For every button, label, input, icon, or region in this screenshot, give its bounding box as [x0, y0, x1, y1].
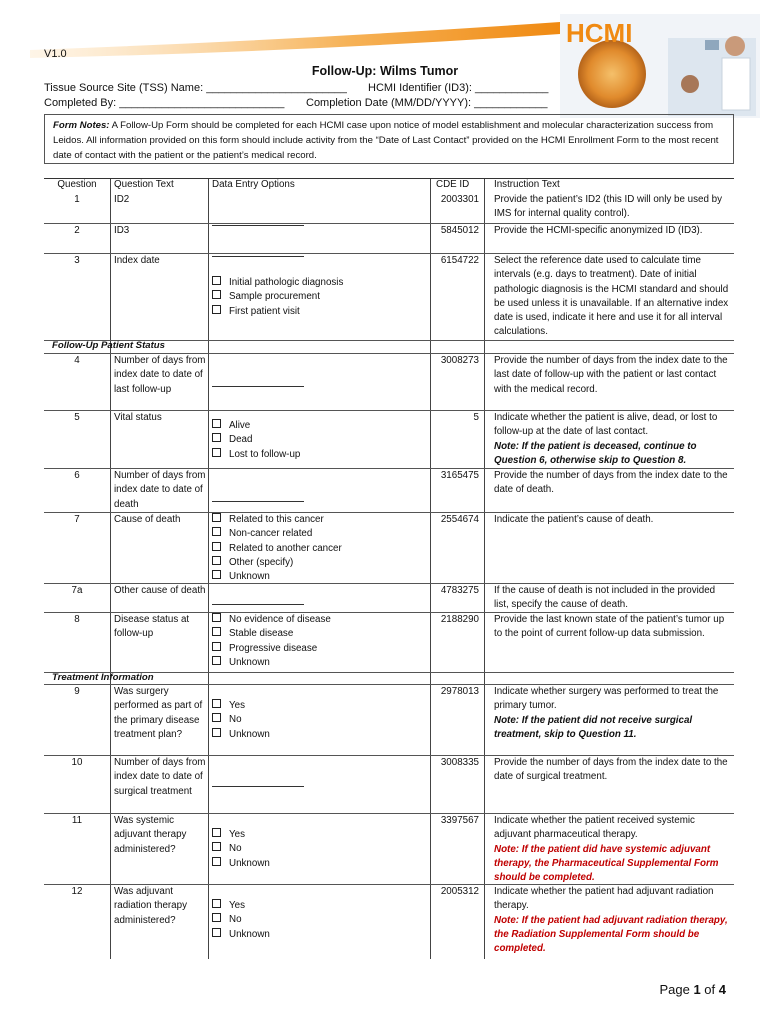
option-label: No: [229, 914, 242, 926]
option-label: Non-cancer related: [229, 528, 313, 540]
instruction-body: Provide the last known state of the patient’s tumor up to the point of current follow-up data submission.: [494, 614, 725, 640]
table-row: [44, 612, 734, 668]
instruction-text: [494, 584, 729, 613]
instruction-body: Indicate the patient’s cause of death.: [494, 514, 654, 525]
monitor: [705, 40, 719, 50]
question-number: 7a: [71, 585, 83, 596]
checkbox-icon[interactable]: [212, 842, 221, 851]
question-text: Index date: [114, 255, 160, 266]
question-table: [44, 178, 734, 959]
banner-swoosh: [30, 22, 560, 58]
checkbox-icon[interactable]: [212, 913, 221, 922]
option-item[interactable]: [212, 613, 432, 627]
data-entry-options: [212, 699, 432, 742]
checkbox-icon[interactable]: [212, 713, 221, 722]
question-number: 3: [74, 255, 80, 266]
completion-date-field[interactable]: Completion Date (MM/DD/YYYY): ____________: [306, 97, 548, 109]
question-text: Vital status: [114, 412, 162, 423]
cde-id: 2978013: [440, 686, 479, 697]
data-entry-options: [212, 828, 432, 871]
cde-id: 2554674: [440, 514, 479, 525]
option-item[interactable]: [212, 527, 432, 541]
cde-id: 4783275: [440, 585, 479, 596]
option-item[interactable]: [212, 513, 432, 527]
col-cde-id: CDE ID: [436, 179, 470, 190]
option-label: No evidence of disease: [229, 614, 331, 625]
question-text: Was systemic adjuvant therapy administered?: [114, 815, 187, 855]
checkbox-icon[interactable]: [212, 305, 221, 314]
option-label: Sample procurement: [229, 291, 320, 303]
option-label: Stable disease: [229, 628, 294, 640]
checkbox-icon[interactable]: [212, 828, 221, 837]
option-label: Yes: [229, 900, 245, 911]
table-row: [44, 468, 734, 510]
form-notes: [44, 114, 734, 164]
cde-id: 3397567: [440, 815, 479, 826]
checkbox-icon[interactable]: [212, 642, 221, 651]
table-row: [44, 353, 734, 395]
cde-id: 2005312: [440, 886, 479, 897]
option-item[interactable]: [212, 433, 432, 447]
instruction-text: [494, 685, 729, 742]
instruction-note-red: Note: If the patient had adjuvant radiation therapy, the Radiation Supplemental Form should be completed.: [494, 914, 728, 955]
question-text: Was adjuvant radiation therapy administered?: [114, 886, 187, 926]
option-label: First patient visit: [229, 305, 300, 317]
option-label: Unknown: [229, 928, 270, 940]
instruction-body: Provide the HCMI-specific anonymized ID (ID3).: [494, 225, 703, 236]
option-item[interactable]: [212, 556, 432, 570]
checkbox-icon[interactable]: [212, 928, 221, 937]
question-text: Number of days from index date to date of last follow-up: [114, 355, 206, 395]
section-treatment: Treatment Information: [52, 672, 154, 683]
option-label: Unknown: [229, 728, 270, 740]
question-number: 5: [74, 412, 80, 423]
question-text: Disease status at follow-up: [114, 614, 190, 640]
answer-blank[interactable]: [212, 376, 304, 387]
cde-id: 6154722: [440, 255, 479, 266]
instruction-text: [494, 224, 729, 238]
option-item[interactable]: [212, 305, 432, 319]
instruction-note-red: Note: If the patient did have systemic adjuvant therapy, the Pharmaceutical Supplemental Form should be completed.: [494, 843, 719, 884]
col-question: Question: [57, 179, 97, 190]
instruction-text: [494, 469, 729, 498]
table-row: [44, 884, 734, 955]
checkbox-icon[interactable]: [212, 542, 221, 551]
table-row: [44, 684, 734, 740]
instruction-body: Select the reference date used to calculate time intervals (e.g. days to treatment). Date of initial pathologic diagnosis is the HCMI standard and should be used unless it is unavailable. If an alternative index date is used, indicate it here and use it for all interval calculations.: [494, 255, 729, 338]
option-item[interactable]: [212, 857, 432, 871]
instruction-body: Provide the number of days from the index date to the last date of follow-up with the patient or last contact with the medical record.: [494, 355, 728, 395]
option-label: Related to this cancer: [229, 514, 324, 525]
option-label: Progressive disease: [229, 642, 318, 654]
data-entry-options: [212, 276, 432, 319]
instruction-text: [494, 513, 729, 527]
option-item[interactable]: [212, 928, 432, 942]
instruction-body: Provide the patient’s ID2 (this ID will only be used by IMS for internal quality control).: [494, 194, 722, 220]
cde-id: 2003301: [440, 194, 479, 205]
form-notes-text: A Follow-Up Form should be completed for each HCMI case upon notice of model establishment and molecular characterization success from Leidos. All information provided on this form should include activity from the “Date of Last Contact” provided on the HCMI Enrollment Form to the most recent date of contact with the patient or the patient’s medical record.: [53, 120, 719, 161]
answer-blank[interactable]: [212, 594, 304, 605]
question-text: Number of days from index date to date of death: [114, 470, 206, 510]
table-row: [44, 755, 734, 797]
question-text: ID2: [114, 194, 130, 205]
question-text: Was surgery performed as part of the primary disease treatment plan?: [114, 686, 203, 740]
doctor-figure: [725, 36, 745, 56]
option-label: Unknown: [229, 656, 270, 668]
answer-blank[interactable]: [212, 246, 304, 257]
checkbox-icon[interactable]: [212, 513, 221, 522]
option-item[interactable]: [212, 276, 432, 290]
col-instruction: Instruction Text: [494, 179, 560, 190]
instruction-body: Provide the number of days from the index date to the date of death.: [494, 470, 728, 496]
checkbox-icon[interactable]: [212, 556, 221, 565]
data-entry-options: [212, 469, 432, 502]
checkbox-icon[interactable]: [212, 276, 221, 285]
completed-by-field[interactable]: Completed By: ___________________________: [44, 97, 285, 109]
question-text: ID3: [114, 225, 130, 236]
question-number: 1: [74, 194, 80, 205]
instruction-text: [494, 411, 729, 468]
divider-text: [208, 179, 209, 959]
page-total: 4: [718, 982, 726, 997]
option-label: Alive: [229, 420, 251, 431]
option-item[interactable]: [212, 699, 432, 713]
checkbox-icon[interactable]: [212, 290, 221, 299]
data-entry-options: [212, 513, 432, 584]
question-number: 6: [74, 470, 80, 481]
checkbox-icon[interactable]: [212, 448, 221, 457]
checkbox-icon[interactable]: [212, 699, 221, 708]
question-number: 11: [71, 815, 83, 826]
question-text: Number of days from index date to date of surgical treatment: [114, 757, 206, 797]
option-item[interactable]: [212, 728, 432, 742]
question-text: Other cause of death: [114, 585, 206, 596]
option-item[interactable]: [212, 642, 432, 656]
page-number: [659, 982, 726, 997]
question-number: 9: [74, 686, 80, 697]
divider-q: [110, 179, 111, 959]
option-label: Yes: [229, 700, 245, 711]
option-item[interactable]: [212, 656, 432, 670]
option-label: Other (specify): [229, 556, 294, 568]
question-text: Cause of death: [114, 514, 181, 525]
form-notes-label: Form Notes:: [53, 120, 110, 131]
page-prefix: Page: [659, 982, 694, 997]
checkbox-icon[interactable]: [212, 527, 221, 536]
option-item[interactable]: [212, 713, 432, 727]
question-number: 10: [71, 757, 83, 768]
table-header: [44, 179, 734, 193]
hcmi-identifier-field[interactable]: HCMI Identifier (ID3): ____________: [368, 82, 549, 94]
option-label: No: [229, 714, 242, 726]
data-entry-options: [212, 756, 432, 787]
instruction-text: [494, 756, 729, 785]
option-item[interactable]: [212, 542, 432, 556]
option-item[interactable]: [212, 913, 432, 927]
option-item[interactable]: [212, 290, 432, 304]
instruction-body: Indicate whether the patient received systemic adjuvant pharmaceutical therapy.: [494, 815, 695, 841]
checkbox-icon[interactable]: [212, 433, 221, 442]
checkbox-icon[interactable]: [212, 419, 221, 428]
checkbox-icon[interactable]: [212, 857, 221, 866]
instruction-note: Note: If the patient is deceased, continue to Question 6, otherwise skip to Question 8.: [494, 440, 697, 466]
data-entry-options: [212, 193, 432, 226]
checkbox-icon[interactable]: [212, 570, 221, 579]
option-label: Related to another cancer: [229, 542, 342, 554]
option-label: Unknown: [229, 571, 270, 583]
checkbox-icon[interactable]: [212, 899, 221, 908]
instruction-body: Indicate whether the patient had adjuvant radiation therapy.: [494, 886, 714, 912]
data-entry-options: [212, 613, 432, 670]
table-row: [44, 223, 734, 236]
cde-id: 2188290: [440, 614, 479, 625]
form-version: V1.0: [44, 48, 67, 60]
instruction-note: Note: If the patient did not receive surgical treatment, skip to Question 11.: [494, 714, 693, 740]
checkbox-icon[interactable]: [212, 656, 221, 665]
page-of: of: [700, 982, 719, 997]
question-number: 4: [74, 355, 80, 366]
checkbox-icon[interactable]: [212, 728, 221, 737]
divider-cde: [484, 179, 485, 959]
option-item[interactable]: [212, 448, 432, 462]
answer-blank[interactable]: [212, 776, 304, 787]
question-number: 12: [71, 886, 83, 897]
cde-id: 5845012: [440, 225, 479, 236]
question-number: 2: [74, 225, 80, 236]
cde-id: 3165475: [440, 470, 479, 481]
table-row: [44, 583, 734, 611]
table-row: [44, 512, 734, 583]
data-entry-options: [212, 899, 432, 942]
option-label: No: [229, 843, 242, 855]
checkbox-icon[interactable]: [212, 627, 221, 636]
page-current: 1: [693, 982, 701, 997]
question-number: 8: [74, 614, 80, 625]
question-number: 7: [74, 514, 80, 525]
col-data-entry: Data Entry Options: [212, 179, 295, 190]
cde-id: 3008273: [440, 355, 479, 366]
data-entry-options: [212, 354, 432, 387]
section-followup: Follow-Up Patient Status: [52, 340, 165, 351]
instruction-body: Provide the number of days from the index date to the date of surgical treatment.: [494, 757, 728, 783]
table-row: [44, 253, 734, 338]
option-item[interactable]: [212, 842, 432, 856]
hcmi-logo: HCMI: [566, 18, 633, 48]
option-label: Unknown: [229, 857, 270, 869]
instruction-body: Indicate whether surgery was performed to treat the primary tumor.: [494, 686, 719, 712]
instruction-body: If the cause of death is not included in the provided list, specify the cause of death.: [494, 585, 716, 611]
option-item[interactable]: [212, 828, 432, 842]
tss-name-field[interactable]: Tissue Source Site (TSS) Name: _______________________: [44, 82, 347, 94]
data-entry-options: [212, 584, 432, 605]
data-entry-options: [212, 419, 432, 462]
checkbox-icon[interactable]: [212, 613, 221, 622]
instruction-text: [494, 254, 729, 340]
cde-id: 3008335: [440, 757, 479, 768]
table-row: [44, 813, 734, 884]
option-label: Yes: [229, 829, 245, 840]
option-item[interactable]: [212, 627, 432, 641]
option-item[interactable]: [212, 899, 432, 913]
col-question-text: Question Text: [114, 179, 174, 190]
instruction-body: Indicate whether the patient is alive, dead, or lost to follow-up at the date of last contact.: [494, 412, 718, 438]
option-label: Lost to follow-up: [229, 448, 301, 460]
instruction-text: [494, 193, 729, 222]
option-label: Dead: [229, 434, 253, 446]
instruction-text: [494, 354, 729, 397]
cde-id: 5: [473, 412, 479, 423]
option-item[interactable]: [212, 419, 432, 433]
answer-blank[interactable]: [212, 491, 304, 502]
form-title: Follow-Up: Wilms Tumor: [311, 64, 459, 78]
option-label: Initial pathologic diagnosis: [229, 277, 344, 288]
instruction-text: [494, 814, 729, 885]
instruction-text: [494, 885, 729, 956]
table-row: [44, 410, 734, 466]
instruction-text: [494, 613, 729, 642]
